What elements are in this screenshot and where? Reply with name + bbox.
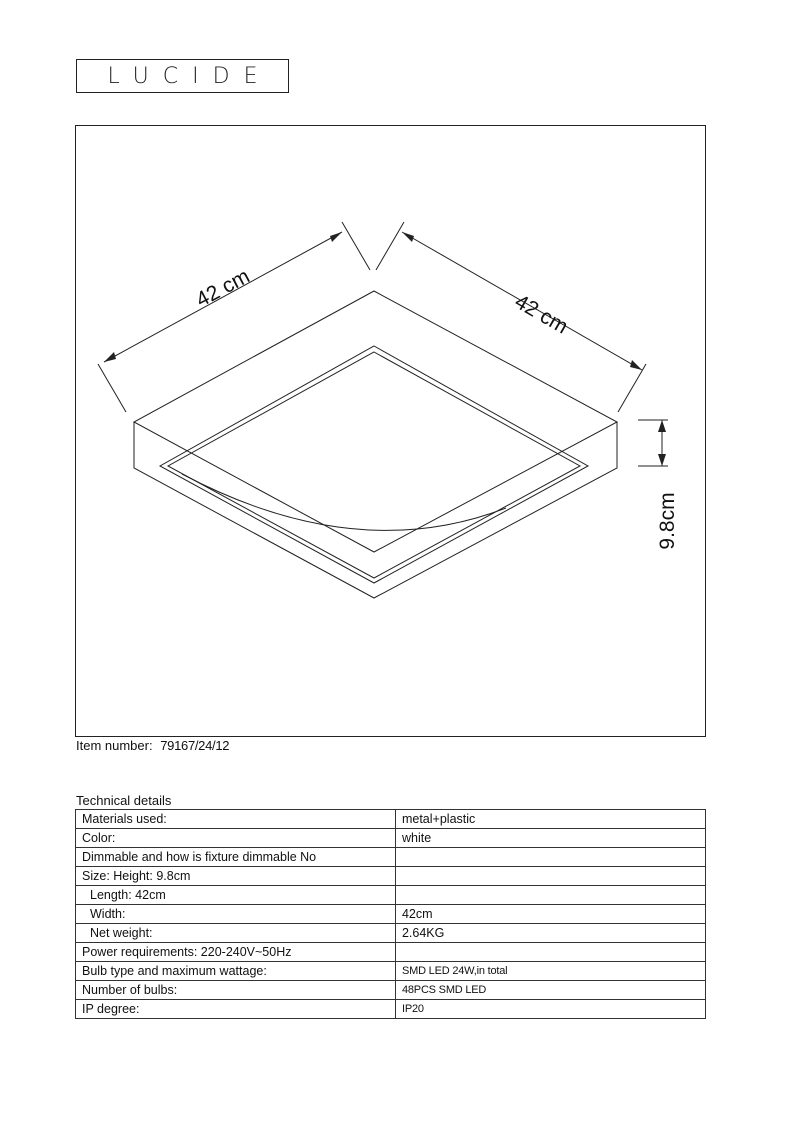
table-row xyxy=(76,886,706,905)
spec-value xyxy=(395,943,705,962)
table-row xyxy=(76,810,706,829)
dim-height-label: 9.8cm xyxy=(656,492,679,550)
dim-right-ext1 xyxy=(376,222,404,270)
table-row xyxy=(76,905,706,924)
spec-label: Dimmable and how is fixture dimmable No xyxy=(76,848,396,867)
table-row xyxy=(76,848,706,867)
spec-value xyxy=(395,867,705,886)
item-number-label: Item number: xyxy=(76,738,153,753)
spec-label: Materials used: xyxy=(76,810,396,829)
dim-left-ext2 xyxy=(342,222,370,270)
spec-label: Size: Height: 9.8cm xyxy=(76,867,396,886)
spec-label: Number of bulbs: xyxy=(76,981,396,1000)
product-drawing xyxy=(75,125,706,737)
spec-value: SMD LED 24W,in total xyxy=(395,962,705,981)
dim-left-ext1 xyxy=(98,364,126,412)
item-number-value: 79167/24/12 xyxy=(160,738,230,753)
arrow-height-b xyxy=(658,454,666,466)
spec-value: 2.64KG xyxy=(395,924,705,943)
spec-label: IP degree: xyxy=(76,1000,396,1019)
brand-logo xyxy=(76,59,289,93)
fixture-diffuser-outer xyxy=(160,346,588,583)
arrow-left-a xyxy=(104,352,116,362)
spec-value xyxy=(395,886,705,905)
arrow-right-b xyxy=(630,360,642,370)
fixture-diffuser-inner xyxy=(168,352,580,578)
spec-value: metal+plastic xyxy=(395,810,705,829)
item-number-row xyxy=(76,738,229,753)
spec-value: IP20 xyxy=(395,1000,705,1019)
spec-value: 42cm xyxy=(395,905,705,924)
fixture-side xyxy=(134,422,617,598)
arrow-left-b xyxy=(330,232,342,242)
spec-label: Power requirements: 220-240V~50Hz xyxy=(76,943,396,962)
table-row xyxy=(76,924,706,943)
arrow-right-a xyxy=(402,232,414,242)
spec-label: Length: 42cm xyxy=(76,886,396,905)
table-row xyxy=(76,962,706,981)
table-row xyxy=(76,829,706,848)
spec-label: Width: xyxy=(76,905,396,924)
brand-logo-text: LUCIDE xyxy=(107,63,272,89)
technical-details-title: Technical details xyxy=(76,793,172,808)
dim-top-left-label: 42 cm xyxy=(192,264,254,312)
dim-right-ext2 xyxy=(618,364,646,412)
table-row xyxy=(76,1000,706,1019)
table-row xyxy=(76,943,706,962)
spec-value: 48PCS SMD LED xyxy=(395,981,705,1000)
fixture-top-outline xyxy=(134,291,617,552)
spec-label: Color: xyxy=(76,829,396,848)
arrow-height-a xyxy=(658,420,666,432)
dim-top-right-label: 42 cm xyxy=(510,290,572,339)
technical-drawing xyxy=(76,126,707,738)
spec-value: white xyxy=(395,829,705,848)
spec-label: Net weight: xyxy=(76,924,396,943)
spec-value xyxy=(395,848,705,867)
table-row xyxy=(76,981,706,1000)
technical-details-table xyxy=(75,809,706,1019)
table-row xyxy=(76,867,706,886)
diffuser-curve xyxy=(182,474,506,530)
spec-label: Bulb type and maximum wattage: xyxy=(76,962,396,981)
